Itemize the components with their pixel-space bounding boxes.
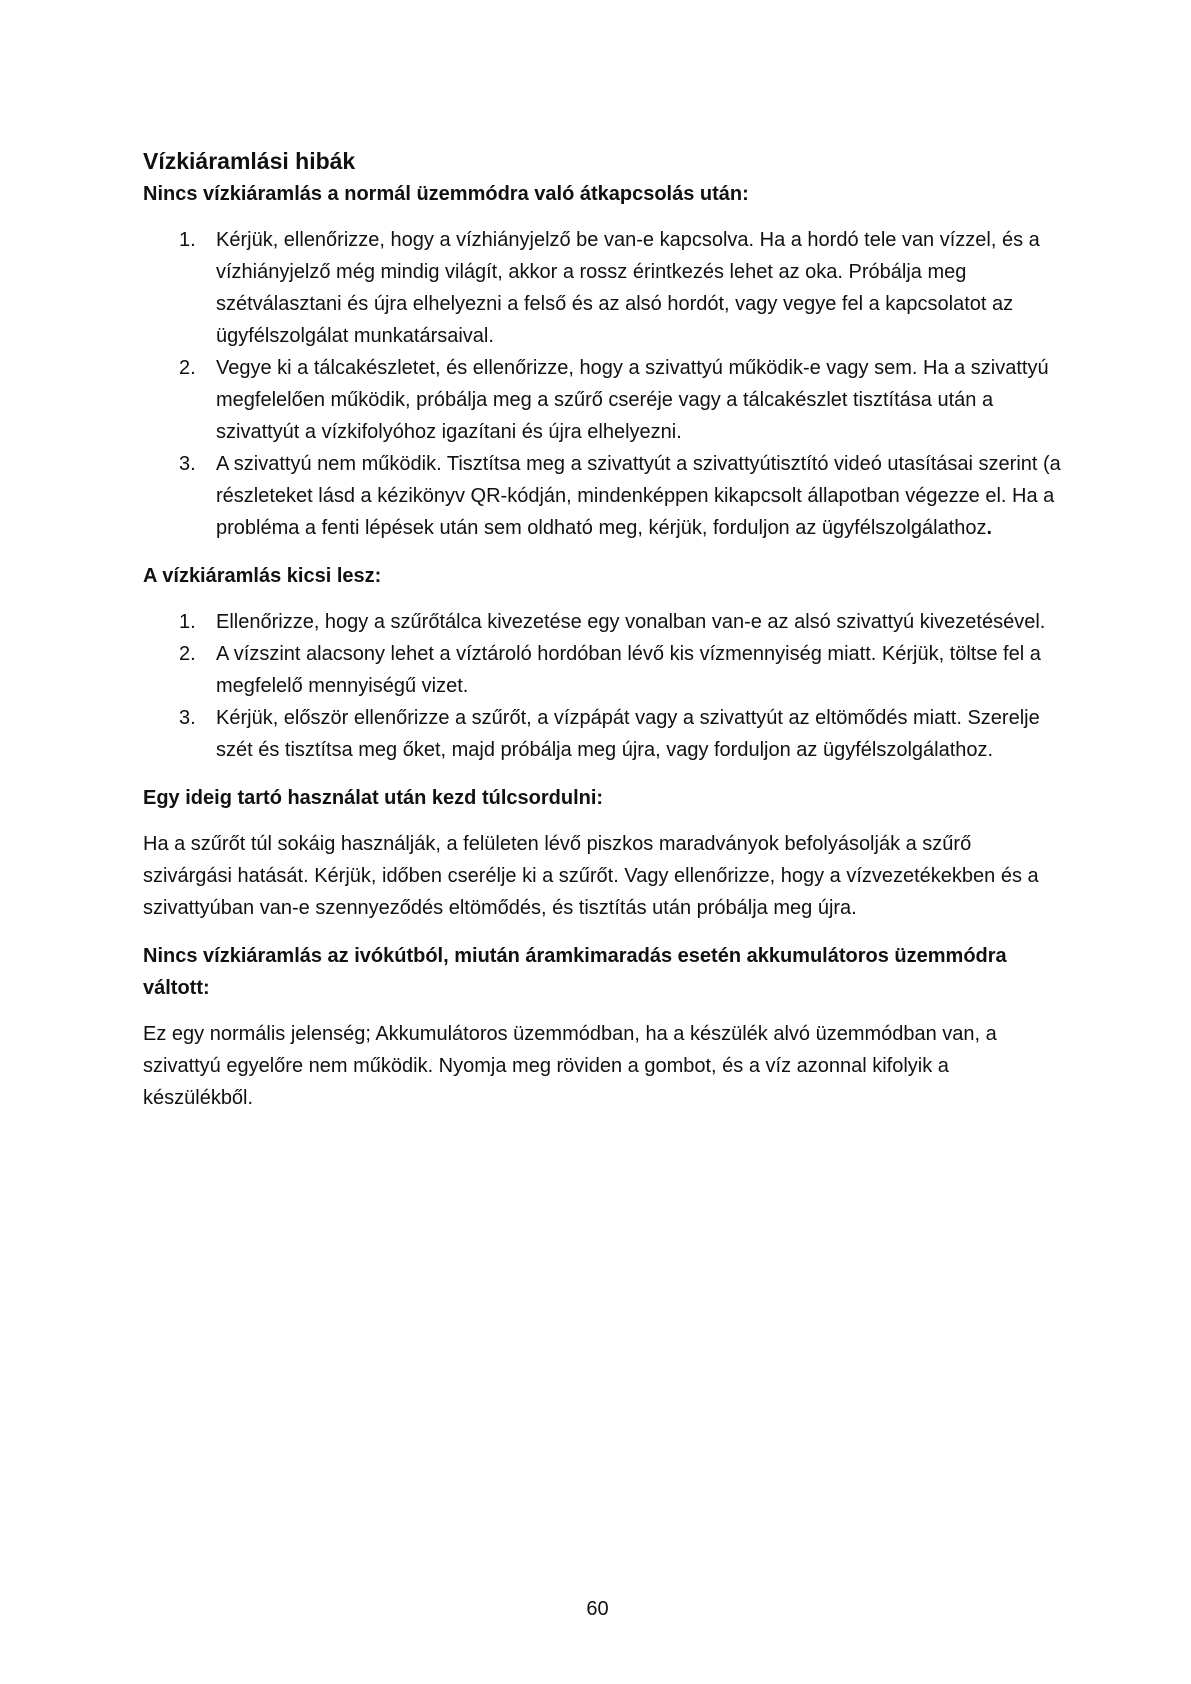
steps-list-low-flow <box>143 606 1063 766</box>
list-item-text: A vízszint alacsony lehet a víztároló hordóban lévő kis vízmennyiség miatt. Kérjük, töltse fel a megfelelő mennyiségű vizet. <box>216 643 1041 697</box>
page-title: Vízkiáramlási hibák <box>143 148 356 174</box>
list-item <box>143 638 1063 702</box>
list-item-number: 1. <box>179 229 196 251</box>
section-heading-overflow: Egy ideig tartó használat után kezd túlcsordulni: <box>143 787 604 809</box>
steps-list-no-flow <box>143 224 1063 544</box>
page-content <box>143 178 1063 1114</box>
list-item-text: Ellenőrizze, hogy a szűrőtálca kivezetése egy vonalban van-e az alsó szivattyú kivezetésével. <box>216 611 1046 633</box>
list-item-number: 1. <box>179 611 196 633</box>
list-item-text: Kérjük, ellenőrizze, hogy a vízhiányjelző be van-e kapcsolva. Ha a hordó tele van vízzel, és a vízhiányjelző még mindig világít, akkor a rossz érintkezés lehet az oka. Próbálja meg szétválasztani és újra elhelyezni a felső és az alsó hordót, vagy vegye fel a kapcsolatot az ügyfélszolgálat munkatársaival. <box>216 229 1040 347</box>
page-number: 60 <box>586 1598 609 1620</box>
list-item-text: A szivattyú nem működik. Tisztítsa meg a szivattyút a szivattyútisztító videó utasításai szerint (a részleteket lásd a kézikönyv QR-kódján, mindenképpen kikapcsolt állapotban végezze el. Ha a probléma a fenti lépések után sem oldható meg, kérjük, forduljon az ügyfélszolgálathoz <box>216 453 1061 539</box>
section-heading-battery-mode: Nincs vízkiáramlás az ivókútból, miután áramkimaradás esetén akkumulátoros üzemmódra váltott: <box>143 945 1007 999</box>
list-item-text: Kérjük, először ellenőrizze a szűrőt, a vízpápát vagy a szivattyút az eltömődés miatt. Szerelje szét és tisztítsa meg őket, majd próbálja meg újra, vagy forduljon az ügyfélszolgálathoz. <box>216 707 1040 761</box>
section-heading-low-flow: A vízkiáramlás kicsi lesz: <box>143 565 382 587</box>
list-item-text: Vegye ki a tálcakészletet, és ellenőrizze, hogy a szivattyú működik-e vagy sem. Ha a szivattyú megfelelően működik, próbálja meg a szűrő cseréje vagy a tálcakészlet tisztítása után a szivattyút a vízkifolyóhoz igazítani és újra elhelyezni. <box>216 357 1049 443</box>
list-item <box>143 352 1063 448</box>
list-item-number: 3. <box>179 707 196 729</box>
list-item-text-tail: . <box>986 517 993 539</box>
section-heading-no-flow-normal-mode: Nincs vízkiáramlás a normál üzemmódra való átkapcsolás után: <box>143 183 749 205</box>
list-item-number: 2. <box>179 643 196 665</box>
list-item <box>143 606 1063 638</box>
section-paragraph-battery-mode: Ez egy normális jelenség; Akkumulátoros üzemmódban, ha a készülék alvó üzemmódban van, a szivattyú egyelőre nem működik. Nyomja meg röviden a gombot, és a víz azonnal kifolyik a készülékből. <box>143 1023 997 1109</box>
list-item-number: 2. <box>179 357 196 379</box>
list-item <box>143 224 1063 352</box>
list-item <box>143 702 1063 766</box>
list-item <box>143 448 1063 544</box>
list-item-number: 3. <box>179 453 196 475</box>
section-paragraph-overflow: Ha a szűrőt túl sokáig használják, a felületen lévő piszkos maradványok befolyásolják a szűrő szivárgási hatását. Kérjük, időben cserélje ki a szűrőt. Vagy ellenőrizze, hogy a vízvezetékekben és a szivattyúban van-e szennyeződés eltömődés, és tisztítás után próbálja meg újra. <box>143 833 1039 919</box>
document-page <box>143 0 1063 1684</box>
